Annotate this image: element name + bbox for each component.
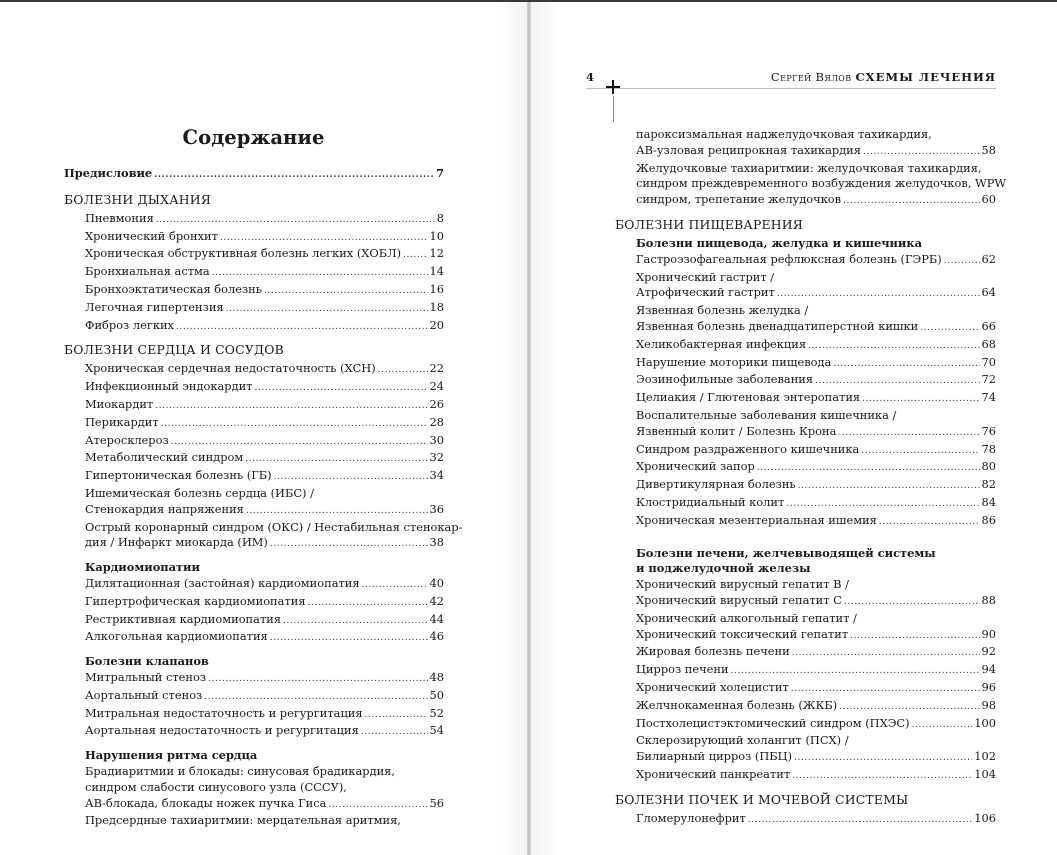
toc-entry[interactable]: Хроническая обструктивная болезнь легких (ХОБЛ) ..... 12 — [64, 246, 444, 264]
toc-entry[interactable]: Хронический вирусный гепатит С ..... 88 — [615, 593, 996, 611]
toc-entry[interactable]: Хронический токсический гепатит ..... 90 — [615, 627, 996, 645]
subsection-heading-rhythm: Нарушения ритма сердца — [85, 748, 258, 763]
toc-entry[interactable]: Хронический холецистит ..... 96 — [615, 680, 996, 698]
toc-entry[interactable]: Клостридиальный колит ..... 84 — [615, 495, 996, 513]
toc-entry[interactable]: Желчнокаменная болезнь (ЖКБ) ..... 98 — [615, 698, 996, 716]
toc-entry[interactable]: Цирроз печени ..... 94 — [615, 662, 996, 680]
toc-entry-line: синдром преждевременного возбуждения желудочков, WPW — [636, 176, 1007, 191]
toc-entry-line: Язвенная болезнь желудка / — [636, 303, 809, 318]
toc-entry[interactable]: Легочная гипертензия ..... 18 — [64, 300, 444, 318]
toc-entry-line: Брадиаритмии и блокады: синусовая брадикардия, — [85, 763, 395, 778]
toc-entry-line: Воспалительные заболевания кишечника / — [636, 407, 897, 422]
section-heading-digestive: БОЛЕЗНИ ПИЩЕВАРЕНИЯ — [615, 216, 804, 232]
toc-entry-line: Желудочковые тахиаритмии: желудочковая тахикардия, — [636, 160, 982, 175]
section-heading-cardio: БОЛЕЗНИ СЕРДЦА И СОСУДОВ — [64, 342, 284, 358]
toc-entry[interactable]: Язвенный колит / Болезнь Крона ..... 76 — [615, 424, 996, 442]
subsection-heading-line: и поджелудочной железы — [636, 561, 811, 576]
toc-entry[interactable]: Пневмония ..... 8 — [64, 211, 444, 229]
toc-entry[interactable]: Атрофический гастрит ..... 64 — [615, 285, 996, 303]
toc-entry-preface[interactable]: Предисловие ..... 7 — [64, 166, 444, 184]
toc-entry-line: Хронический гастрит / — [636, 269, 775, 284]
section-heading-respiratory: БОЛЕЗНИ ДЫХАНИЯ — [64, 191, 212, 207]
toc-entry-line: Острый коронарный синдром (ОКС) / Нестабильная стенокар- — [85, 519, 463, 534]
toc-entry[interactable]: Хроническая сердечная недостаточность (ХСН) ..... 22 — [64, 361, 444, 379]
toc-entry[interactable]: Митральная недостаточность и регургитация ..... 52 — [64, 706, 444, 724]
subsection-heading-gi: Болезни пищевода, желудка и кишечника — [636, 235, 922, 250]
toc-entry[interactable]: Бронхоэктатическая болезнь ..... 16 — [64, 282, 444, 300]
section-heading-kidney: БОЛЕЗНИ ПОЧЕК И МОЧЕВОЙ СИСТЕМЫ — [615, 791, 909, 807]
toc-entry[interactable]: Билиарный цирроз (ПБЦ) ..... 102 — [615, 749, 996, 767]
toc-entry[interactable]: Хронический панкреатит ..... 104 — [615, 767, 996, 785]
toc-entry[interactable]: Дивертикулярная болезнь ..... 82 — [615, 477, 996, 495]
toc-entry[interactable]: Фиброз легких ..... 20 — [64, 318, 444, 336]
toc-entry[interactable]: Постхолецистэктомический синдром (ПХЭС) ..... 100 — [615, 716, 996, 734]
header-rule — [586, 88, 996, 89]
toc-entry[interactable]: АВ-блокада, блокады ножек пучка Гиса ..... 56 — [64, 796, 444, 814]
toc-entry[interactable]: Эозинофильные заболевания ..... 72 — [615, 372, 996, 390]
subsection-heading-line: Болезни печени, желчевыводящей системы — [636, 545, 936, 560]
subsection-heading-valves: Болезни клапанов — [85, 654, 209, 669]
toc-entry[interactable]: Аортальный стеноз ..... 50 — [64, 688, 444, 706]
subsection-heading-cardiomyopathy: Кардиомиопатии — [85, 560, 200, 575]
toc-entry[interactable]: Перикардит ..... 28 — [64, 415, 444, 433]
toc-entry[interactable]: Жировая болезнь печени ..... 92 — [615, 644, 996, 662]
toc-entry[interactable]: Стенокардия напряжения ..... 36 — [64, 502, 444, 520]
toc-title: Содержание — [182, 126, 325, 149]
toc-entry[interactable]: дия / Инфаркт миокарда (ИМ) ..... 38 — [64, 535, 444, 553]
toc-entry[interactable]: Дилятационная (застойная) кардиомиопатия ..... 40 — [64, 576, 444, 594]
toc-entry[interactable]: Алкогольная кардиомиопатия ..... 46 — [64, 629, 444, 647]
toc-entry[interactable]: Нарушение моторики пищевода ..... 70 — [615, 355, 996, 373]
toc-left-column — [64, 166, 463, 829]
author-name: Сергей Вялов — [770, 70, 852, 84]
toc-entry-line: синдром слабости синусового узла (СССУ), — [85, 779, 347, 794]
book-title: СХЕМЫ ЛЕЧЕНИЯ — [855, 70, 996, 84]
toc-entry[interactable]: Митральный стеноз ..... 48 — [64, 670, 444, 688]
toc-entry[interactable]: Язвенная болезнь двенадцатиперстной кишки ..... 66 — [615, 319, 996, 337]
toc-entry[interactable]: Гипертоническая болезнь (ГБ) ..... 34 — [64, 468, 444, 486]
toc-entry[interactable]: Хронический бронхит ..... 10 — [64, 229, 444, 247]
toc-entry[interactable]: Хеликобактерная инфекция ..... 68 — [615, 337, 996, 355]
toc-entry[interactable]: Инфекционный эндокардит ..... 24 — [64, 379, 444, 397]
toc-entry[interactable]: Целиакия / Глютеновая энтеропатия ..... 74 — [615, 390, 996, 408]
toc-entry[interactable]: синдром, трепетание желудочков ..... 60 — [615, 192, 996, 210]
subsection-heading-liver — [615, 546, 996, 578]
toc-entry-line: Предсердные тахиаритмии: мерцательная аритмия, — [85, 813, 401, 828]
page-number: 4 — [586, 70, 595, 84]
left-page — [0, 2, 527, 855]
toc-entry[interactable]: Синдром раздраженного кишечника ..... 78 — [615, 442, 996, 460]
running-header — [771, 70, 996, 84]
toc-entry-line: пароксизмальная наджелудочковая тахикардия, — [636, 127, 932, 141]
toc-entry[interactable]: Гастроэзофагеальная рефлюксная болезнь (ГЭРБ) ..... 62 — [615, 252, 996, 270]
toc-entry[interactable]: Гломерулонефрит ..... 106 — [615, 811, 996, 829]
toc-entry-line: Хронический алкогольный гепатит / — [636, 610, 857, 625]
toc-entry[interactable]: Гипертрофическая кардиомиопатия ..... 42 — [64, 594, 444, 612]
toc-entry[interactable]: Миокардит ..... 26 — [64, 397, 444, 415]
toc-entry[interactable]: Хронический запор ..... 80 — [615, 459, 996, 477]
crop-line — [613, 96, 614, 122]
toc-entry[interactable]: Атеросклероз ..... 30 — [64, 433, 444, 451]
toc-entry-line: Ишемическая болезнь сердца (ИБС) / — [85, 485, 314, 500]
right-page — [531, 2, 1057, 855]
toc-entry[interactable]: Хроническая мезентериальная ишемия ..... 86 — [615, 513, 996, 531]
toc-entry[interactable]: Метаболический синдром ..... 32 — [64, 450, 444, 468]
toc-entry-line: Склерозирующий холангит (ПСХ) / — [636, 733, 849, 748]
toc-entry-line: Хронический вирусный гепатит В / — [636, 577, 850, 592]
toc-right-column — [615, 127, 1007, 828]
toc-entry[interactable]: АВ-узловая реципрокная тахикардия ..... 58 — [615, 143, 996, 161]
toc-entry[interactable]: Бронхиальная астма ..... 14 — [64, 264, 444, 282]
toc-entry[interactable]: Рестриктивная кардиомиопатия ..... 44 — [64, 612, 444, 630]
page-shadow — [531, 2, 559, 855]
crop-mark-icon — [606, 80, 620, 94]
toc-entry[interactable]: Аортальная недостаточность и регургитация ..... 54 — [64, 723, 444, 741]
